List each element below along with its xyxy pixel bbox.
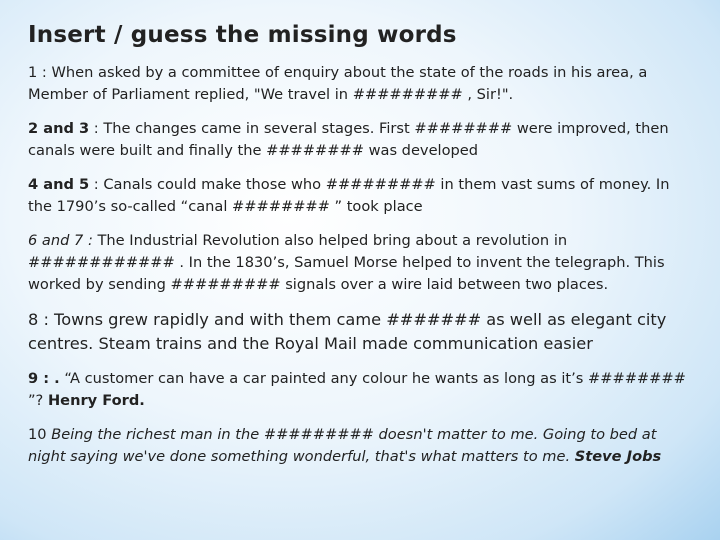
quote-author: Steve Jobs	[574, 448, 662, 465]
quote-author: Henry Ford.	[47, 392, 145, 409]
question-number: 6 and 7 :	[28, 232, 93, 249]
page-title: Insert / guess the missing words	[28, 22, 457, 48]
question-number: 4 and 5	[28, 176, 90, 193]
question-4-5	[28, 174, 692, 218]
question-8	[28, 308, 692, 356]
question-text: : Towns grew rapidly and with them came ####### as well as elegant city centres. Steam trains and the Royal Mail made communication easier	[28, 310, 667, 353]
question-10	[28, 424, 692, 468]
question-number: 9 : .	[28, 370, 60, 387]
question-text: Being the richest man in the ######### doesn't matter to me. Going to bed at night saying we've done something wonderful, that's what matters to me.	[28, 426, 657, 465]
question-number: 1	[28, 64, 38, 81]
question-2-3	[28, 118, 692, 162]
question-text: “A customer can have a car painted any colour he wants as long as it’s ######## ”?	[28, 370, 686, 409]
question-text: : When asked by a committee of enquiry about the state of the roads in his area, a Member of Parliament replied, "We travel in ######### , Sir!".	[28, 64, 648, 103]
question-number: 2 and 3	[28, 120, 90, 137]
question-9	[28, 368, 692, 412]
question-text: : Canals could make those who ######### in them vast sums of money. In the 1790’s so-called “canal ######## ” took place	[28, 176, 670, 215]
question-number: 10	[28, 426, 47, 443]
question-text: : The changes came in several stages. First ######## were improved, then canals were built and finally the ######## was developed	[28, 120, 669, 159]
question-1	[28, 62, 692, 106]
question-text: The Industrial Revolution also helped bring about a revolution in ############ . In the 1830’s, Samuel Morse helped to invent the telegraph. This worked by sending ######### signals over a wire laid between two places.	[28, 232, 665, 293]
question-6-7	[28, 230, 692, 296]
question-number: 8	[28, 310, 39, 329]
